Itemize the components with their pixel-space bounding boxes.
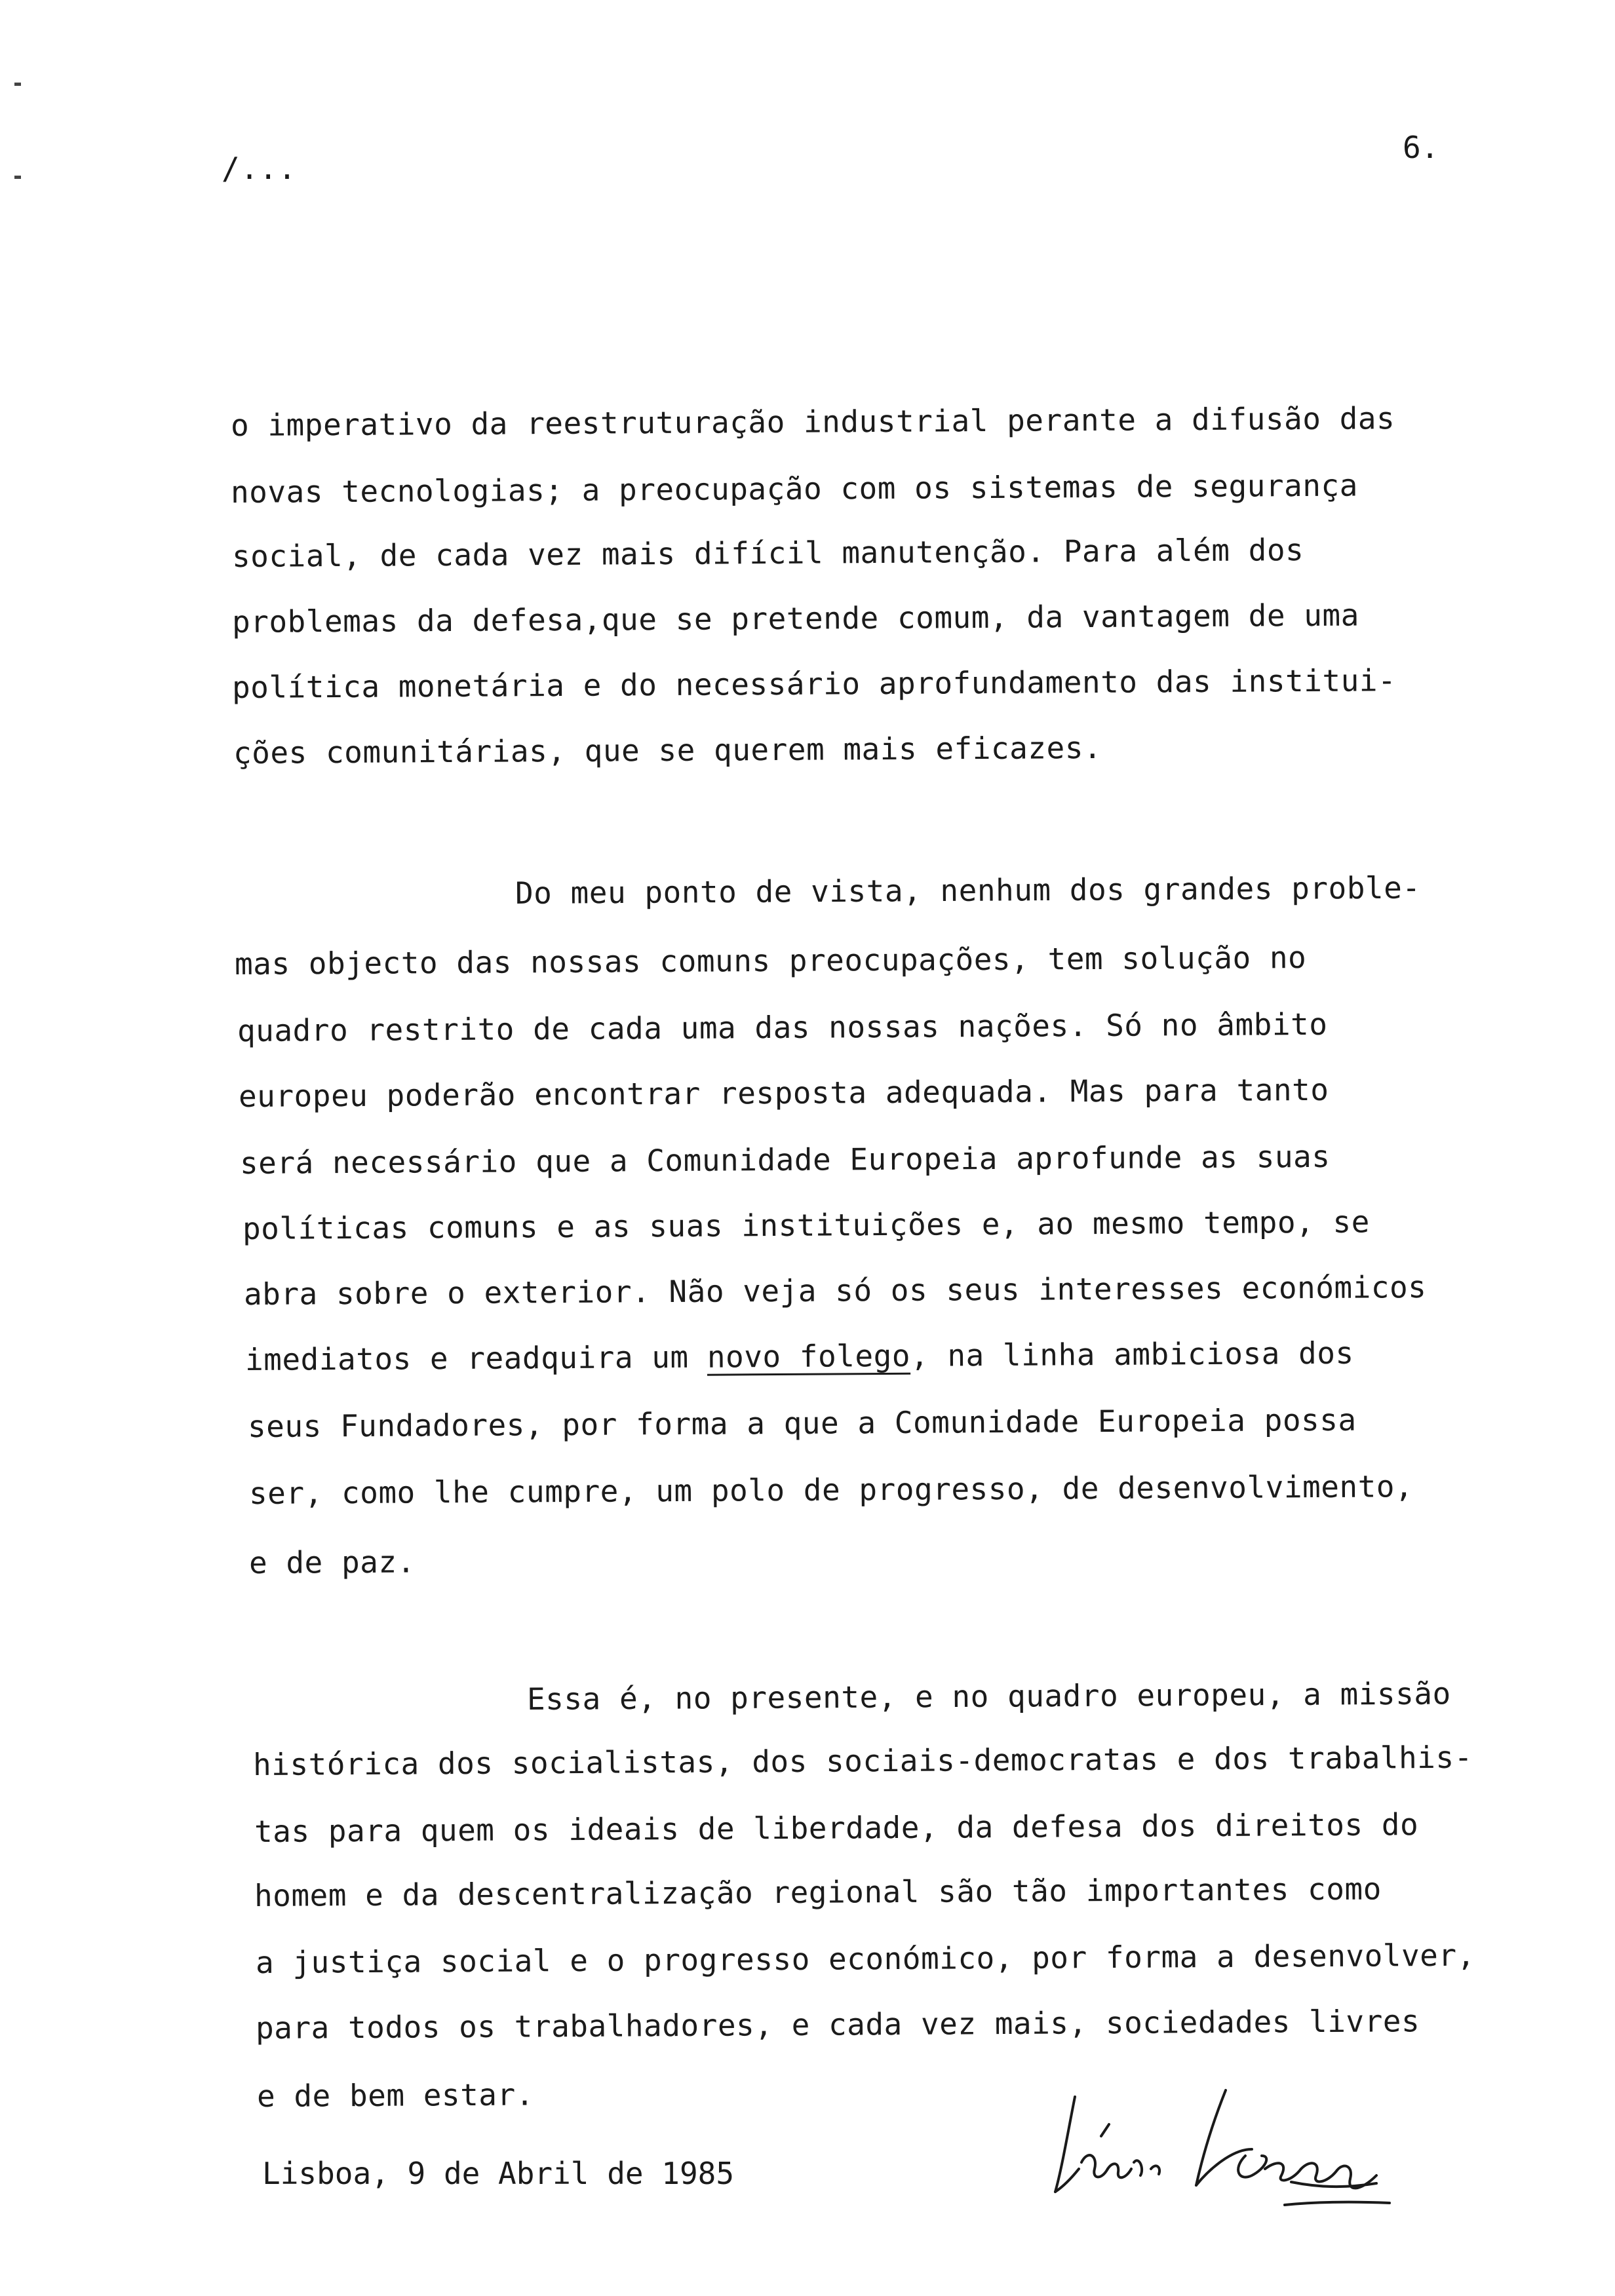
text-line: Essa é, no presente, e no quadro europeu, a missão [526, 1675, 1451, 1717]
text-line: política monetária e do necessário aprofundamento das institui- [231, 662, 1397, 705]
text-line: e de paz. [248, 1544, 416, 1580]
text-line: o imperativo da reestruturação industrial perante a difusão das [230, 400, 1395, 443]
text-line: europeu poderão encontrar resposta adequada. Mas para tanto [238, 1071, 1329, 1114]
text-line: quadro restrito de cada uma das nossas nações. Só no âmbito [237, 1006, 1328, 1048]
margin-mark [14, 176, 21, 179]
dateline: Lisboa, 9 de Abril de 1985 [262, 2156, 735, 2191]
margin-mark [14, 83, 21, 86]
text-line [244, 1335, 1354, 1377]
text-line: homem e da descentralização regional são tão importantes como [254, 1871, 1382, 1913]
text-line: e de bem estar. [256, 2076, 535, 2114]
text-line: novas tecnologias; a preocupação com os sistemas de segurança [230, 467, 1358, 510]
handwritten-signature [1036, 2071, 1403, 2228]
continuation-mark: /... [222, 151, 297, 186]
text-line: social, de cada vez mais difícil manutenção. Para além dos [231, 532, 1304, 574]
text-line: será necessário que a Comunidade Europeia aprofunde as suas [239, 1138, 1331, 1181]
text-segment: imediatos e readquira um [244, 1339, 708, 1377]
underlined-phrase: novo folego [707, 1337, 911, 1375]
text-line: Do meu ponto de vista, nenhum dos grandes proble- [515, 870, 1421, 911]
text-line: ções comunitárias, que se querem mais eficazes. [233, 729, 1102, 771]
text-line: ser, como lhe cumpre, um polo de progresso, de desenvolvimento, [248, 1468, 1414, 1511]
text-line: histórica dos socialistas, dos sociais-democratas e dos trabalhis- [252, 1739, 1473, 1782]
text-line: problemas da defesa,que se pretende comum, da vantagem de uma [231, 597, 1359, 640]
text-line: para todos os trabalhadores, e cada vez mais, sociedades livres [255, 2003, 1420, 2046]
page-number: 6. [1403, 130, 1439, 165]
text-line: mas objecto das nossas comuns preocupações, tem solução no [234, 940, 1307, 982]
text-segment: , na linha ambiciosa dos [910, 1335, 1354, 1373]
text-line: políticas comuns e as suas instituições e, ao mesmo tempo, se [242, 1204, 1370, 1246]
text-line: seus Fundadores, por forma a que a Comunidade Europeia possa [247, 1402, 1357, 1444]
text-line: a justiça social e o progresso económico, por forma a desenvolver, [255, 1937, 1475, 1980]
text-line: abra sobre o exterior. Não veja só os seus interesses económicos [243, 1269, 1427, 1312]
text-line: tas para quem os ideais de liberdade, da defesa dos direitos do [254, 1807, 1419, 1849]
